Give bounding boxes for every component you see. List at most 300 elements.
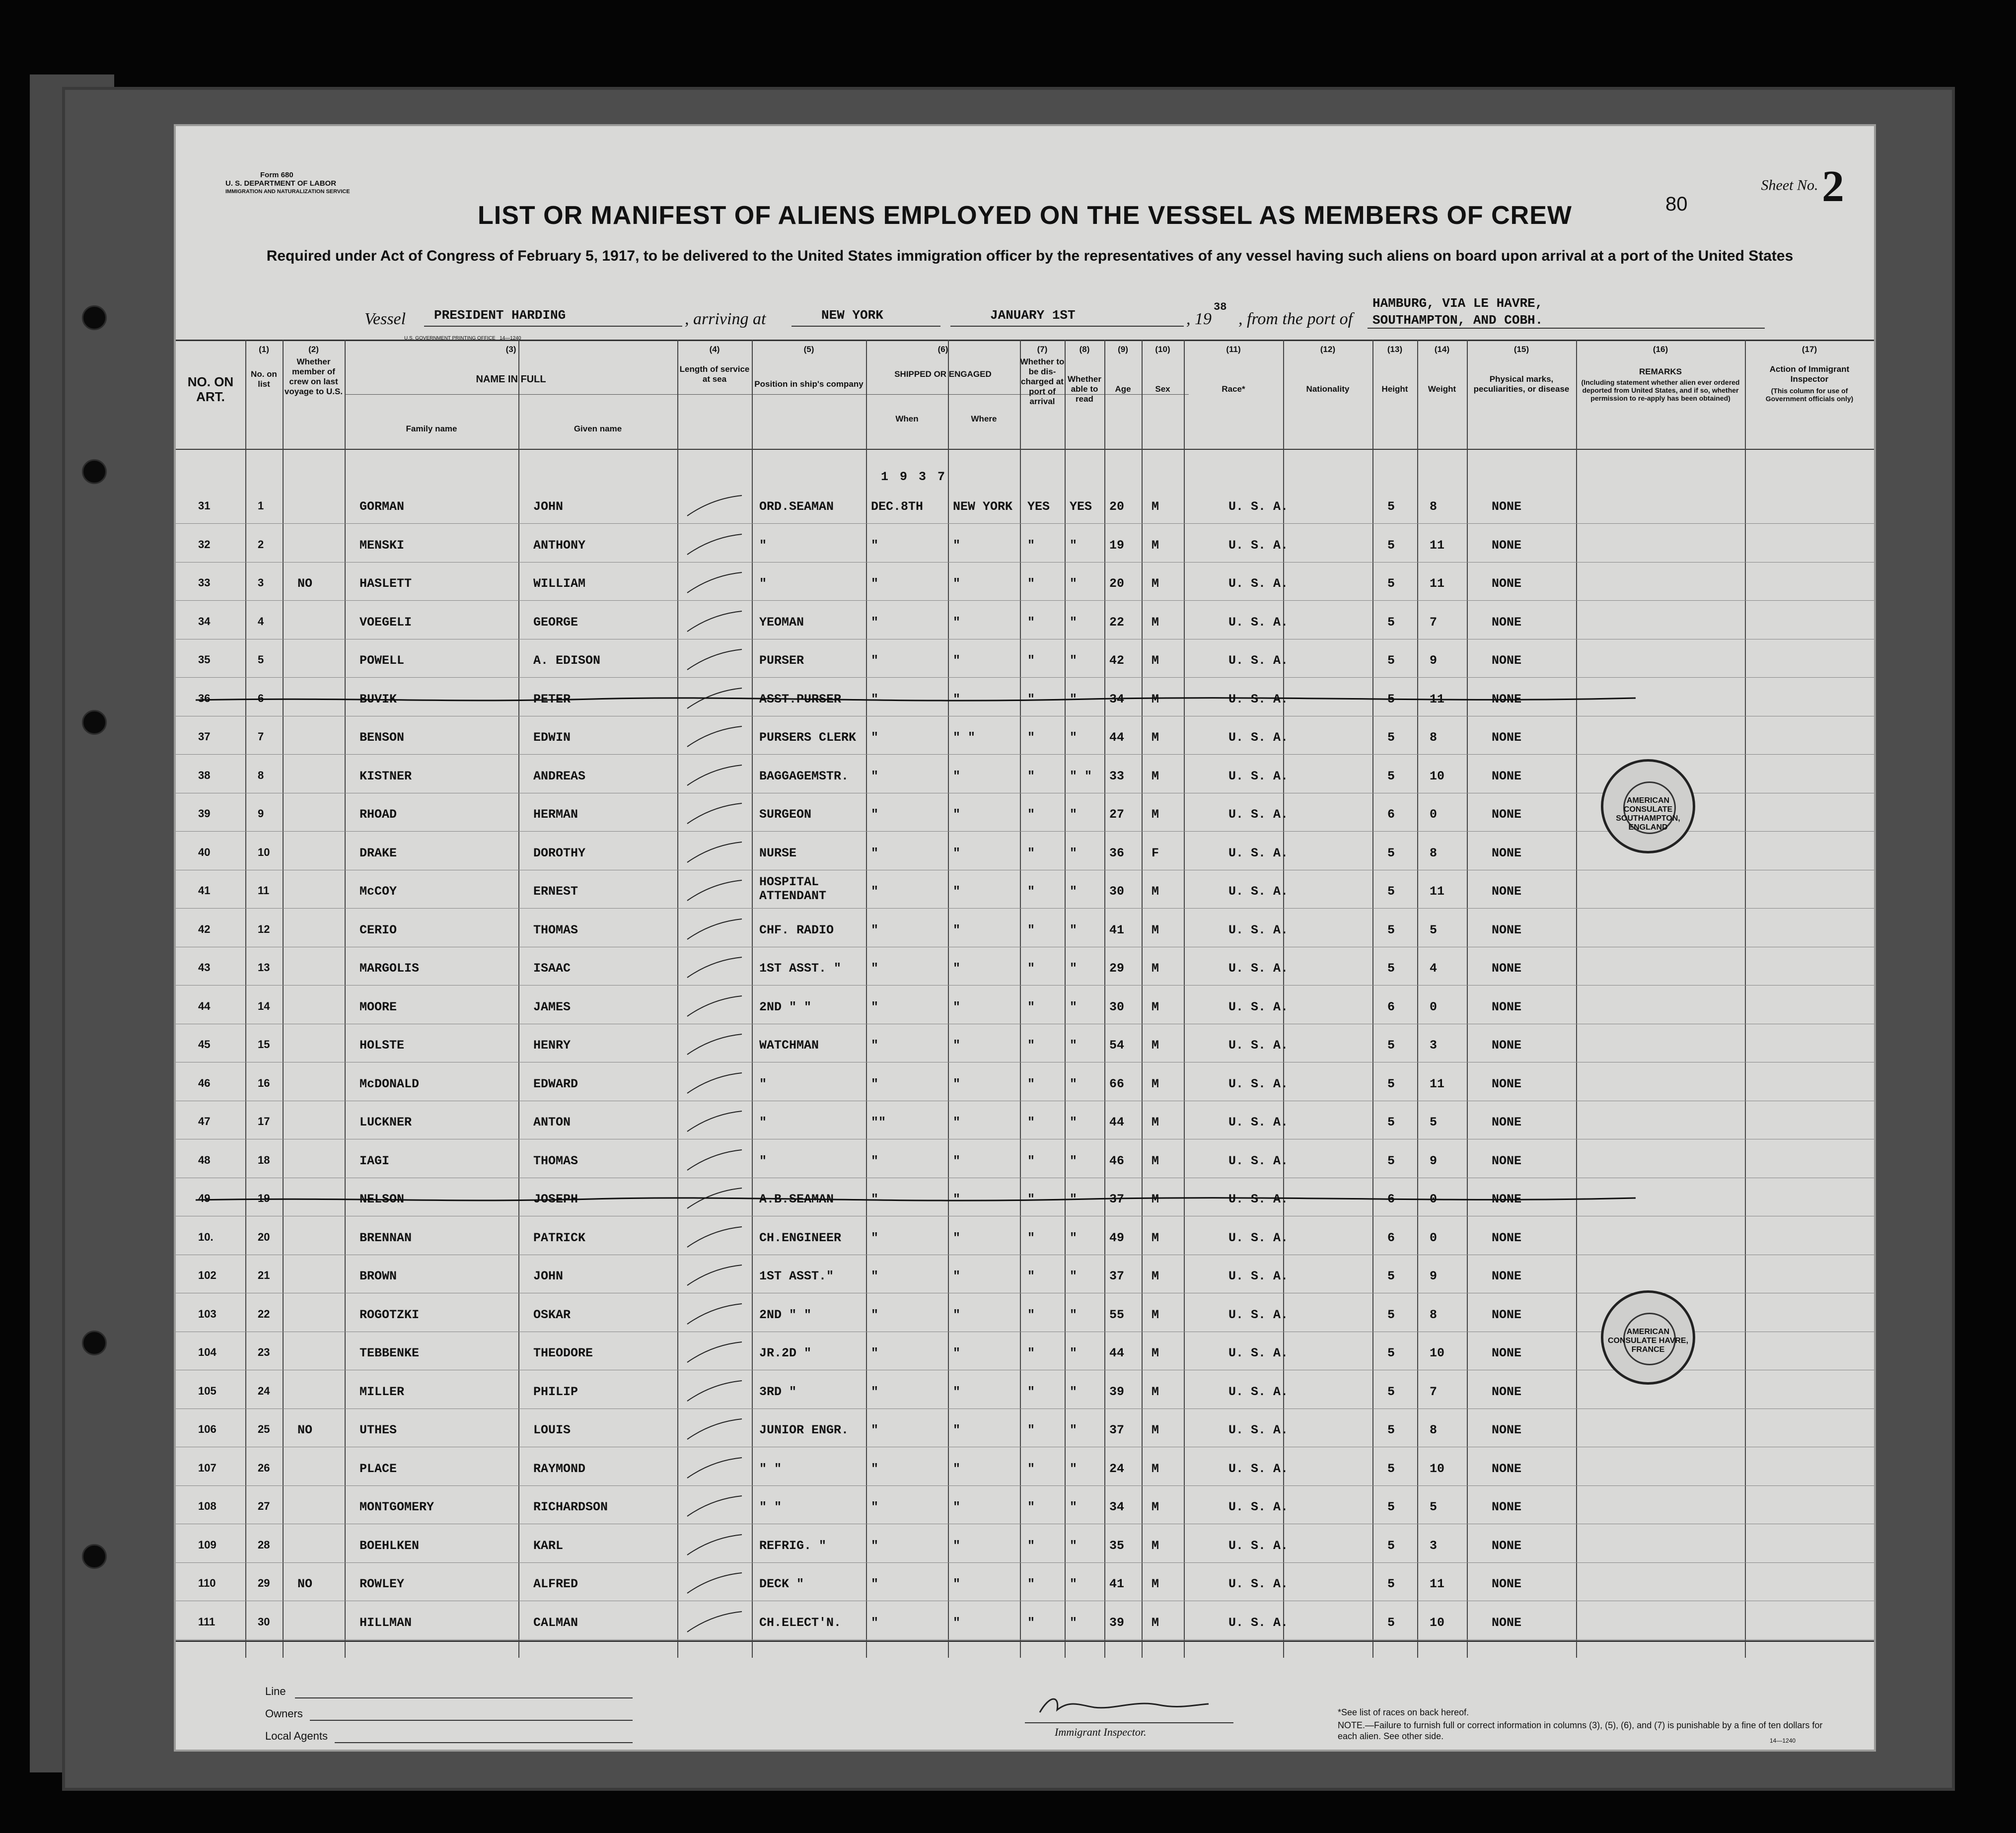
cell-dis: " <box>1027 1307 1035 1322</box>
cell-sex: M <box>1152 1500 1159 1514</box>
cell-ft: 5 <box>1387 846 1395 860</box>
cell-age: 19 <box>1109 538 1125 553</box>
header-when: When <box>895 414 919 423</box>
cell-nat: U. S. A. <box>1228 615 1289 630</box>
cell-nat: U. S. A. <box>1228 1346 1289 1360</box>
service-length-mark <box>685 801 744 826</box>
cell-family: BUVIK <box>360 692 397 706</box>
cell-marks: NONE <box>1492 1615 1522 1630</box>
service-length-mark <box>685 917 744 942</box>
service-length-mark <box>685 1302 744 1327</box>
cell-when: " <box>871 730 879 745</box>
cell-age: 66 <box>1109 1076 1125 1091</box>
cell-pos: A.B.SEAMAN <box>759 1192 834 1206</box>
year-prefix: , 19 <box>1186 310 1212 328</box>
cell-when: " <box>871 1384 879 1399</box>
cell-age: 20 <box>1109 499 1125 514</box>
cell-age: 24 <box>1109 1461 1125 1476</box>
cell-sex: M <box>1152 922 1159 937</box>
from-port-label: , from the port of <box>1238 310 1353 328</box>
header-col14: Weight <box>1428 384 1456 394</box>
cell-where: " <box>953 846 961 860</box>
cell-where: " <box>953 1461 961 1476</box>
cell-age: 34 <box>1109 692 1125 706</box>
service-length-mark <box>685 494 744 518</box>
cell-pos: JUNIOR ENGR. <box>759 1423 849 1437</box>
arrival-date: JANUARY 1ST <box>990 308 1076 323</box>
cell-last: NO <box>297 1577 313 1591</box>
cell-ft: 5 <box>1387 499 1395 514</box>
vessel-name: PRESIDENT HARDING <box>434 308 566 323</box>
cell-dis: " <box>1027 922 1035 937</box>
cell-given: EDWARD <box>533 1076 578 1091</box>
cell-in: 8 <box>1430 846 1438 860</box>
sheet-number: 2 <box>1822 162 1844 211</box>
cell-sex: M <box>1152 884 1159 899</box>
cell-nat: U. S. A. <box>1228 1384 1289 1399</box>
cell-family: HOLSTE <box>360 1038 405 1053</box>
cell-family: NELSON <box>360 1192 405 1206</box>
cell-nat: U. S. A. <box>1228 1115 1289 1129</box>
cell-given: DOROTHY <box>533 846 586 860</box>
cell-dis: " <box>1027 769 1035 783</box>
cell-family: TEBBENKE <box>360 1346 420 1360</box>
cell-in: 0 <box>1430 807 1438 822</box>
cell-ft: 6 <box>1387 1192 1395 1206</box>
cell-pos: ORD.SEAMAN <box>759 499 834 514</box>
cell-given: HERMAN <box>533 807 578 822</box>
cell-in: 3 <box>1430 1538 1438 1553</box>
cell-family: MOORE <box>360 999 397 1014</box>
cell-age: 41 <box>1109 922 1125 937</box>
cell-age: 42 <box>1109 653 1125 668</box>
cell-pos: " " <box>759 1461 782 1476</box>
cell-age: 41 <box>1109 1577 1125 1591</box>
cell-art: 107 <box>198 1461 216 1474</box>
cell-ft: 6 <box>1387 1230 1395 1245</box>
cell-sex: M <box>1152 999 1159 1014</box>
cell-art: 102 <box>198 1269 216 1281</box>
cell-where: " <box>953 922 961 937</box>
cell-sex: M <box>1152 615 1159 630</box>
cell-art: 48 <box>198 1153 211 1166</box>
fine-note: NOTE.—Failure to furnish full or correct information in columns (3), (5), (6), and (7) is punishable by a fine of ten dollars for each alien. See other side. <box>1338 1720 1823 1741</box>
cell-nat: U. S. A. <box>1228 922 1289 937</box>
binder-hole <box>82 1331 107 1355</box>
cell-when: " <box>871 1038 879 1053</box>
cell-in: 9 <box>1430 1153 1438 1168</box>
cell-in: 0 <box>1430 999 1438 1014</box>
cell-marks: NONE <box>1492 1076 1522 1091</box>
cell-read: " <box>1070 576 1078 591</box>
page-title: LIST OR MANIFEST OF ALIENS EMPLOYED ON THE VESSEL AS MEMBERS OF CREW <box>478 201 1572 230</box>
cell-family: POWELL <box>360 653 405 668</box>
cell-family: BENSON <box>360 730 405 745</box>
cell-nat: U. S. A. <box>1228 846 1289 860</box>
header-col5-number: (5) <box>803 345 814 354</box>
cell-where: " <box>953 653 961 668</box>
cell-no: 13 <box>258 961 270 974</box>
cell-where: " <box>953 884 961 899</box>
cell-no: 5 <box>258 653 264 666</box>
cell-given: EDWIN <box>533 730 571 745</box>
strike-through-line <box>196 690 1636 710</box>
cell-art: 103 <box>198 1307 216 1320</box>
cell-no: 1 <box>258 499 264 512</box>
service-length-mark <box>685 1610 744 1634</box>
page-subtitle: Required under Act of Congress of February 5, 1917, to be delivered to the United States immigration officer by the representatives of any vessel having such aliens on board upon arrival at a port of the United States <box>266 248 1794 264</box>
arrival-port: NEW YORK <box>821 308 883 323</box>
cell-nat: U. S. A. <box>1228 730 1289 745</box>
cell-age: 37 <box>1109 1423 1125 1437</box>
cell-where: " <box>953 999 961 1014</box>
cell-read: " <box>1070 653 1078 668</box>
cell-marks: NONE <box>1492 576 1522 591</box>
cell-given: KARL <box>533 1538 564 1553</box>
cell-given: JOSEPH <box>533 1192 578 1206</box>
stamp-text: AMERICAN CONSULATE SOUTHAMPTON, ENGLAND <box>1616 796 1680 832</box>
cell-marks: NONE <box>1492 1384 1522 1399</box>
header-col1-number: (1) <box>259 345 269 354</box>
header-col15-number: (15) <box>1513 345 1529 354</box>
cell-dis: " <box>1027 1500 1035 1514</box>
cell-read: " <box>1070 1461 1078 1476</box>
cell-sex: M <box>1152 807 1159 822</box>
cell-art: 106 <box>198 1423 216 1435</box>
cell-in: 11 <box>1430 692 1445 706</box>
cell-marks: NONE <box>1492 807 1522 822</box>
cell-art: 10. <box>198 1230 214 1243</box>
cell-age: 44 <box>1109 1346 1125 1360</box>
cell-nat: U. S. A. <box>1228 1076 1289 1091</box>
cell-art: 45 <box>198 1038 211 1051</box>
cell-given: ISAAC <box>533 961 571 976</box>
cell-pos: 2ND " " <box>759 1307 812 1322</box>
cell-marks: NONE <box>1492 884 1522 899</box>
cell-sex: F <box>1152 846 1159 860</box>
cell-no: 26 <box>258 1461 270 1474</box>
cell-age: 46 <box>1109 1153 1125 1168</box>
cell-sex: M <box>1152 1384 1159 1399</box>
cell-in: 8 <box>1430 1307 1438 1322</box>
cell-given: ERNEST <box>533 884 578 899</box>
cell-given: THEODORE <box>533 1346 593 1360</box>
cell-nat: U. S. A. <box>1228 999 1289 1014</box>
cell-no: 8 <box>258 769 264 781</box>
header-col12: Nationality <box>1306 384 1350 394</box>
header-col17: Action of Immigrant Inspector <box>1769 364 1850 384</box>
cell-sex: M <box>1152 1038 1159 1053</box>
cell-given: HENRY <box>533 1038 571 1053</box>
cell-dis: " <box>1027 653 1035 668</box>
cell-in: 5 <box>1430 1500 1438 1514</box>
cell-where: " <box>953 1038 961 1053</box>
service-length-mark <box>685 1340 744 1365</box>
cell-read: YES <box>1070 499 1092 514</box>
cell-no: 12 <box>258 922 270 935</box>
cell-where: " <box>953 769 961 783</box>
cell-marks: NONE <box>1492 615 1522 630</box>
cell-nat: U. S. A. <box>1228 961 1289 976</box>
cell-no: 21 <box>258 1269 270 1281</box>
sheet-label: Sheet No. <box>1761 177 1818 194</box>
cell-read: " <box>1070 1384 1078 1399</box>
cell-given: CALMAN <box>533 1615 578 1630</box>
header-col3-number: (3) <box>505 345 516 354</box>
cell-sex: M <box>1152 576 1159 591</box>
header-col7: Whether to be dis-charged at port of arrival <box>1020 357 1065 406</box>
row-rule <box>176 600 1874 601</box>
cell-sex: M <box>1152 961 1159 976</box>
row-rule <box>176 1485 1874 1486</box>
cell-marks: NONE <box>1492 1192 1522 1206</box>
cell-marks: NONE <box>1492 1153 1522 1168</box>
cell-sex: M <box>1152 692 1159 706</box>
service-length-mark <box>685 1071 744 1096</box>
cell-age: 55 <box>1109 1307 1125 1322</box>
cell-art: 33 <box>198 576 211 589</box>
cell-marks: NONE <box>1492 769 1522 783</box>
cell-nat: U. S. A. <box>1228 1192 1289 1206</box>
row-rule <box>176 562 1874 563</box>
cell-marks: NONE <box>1492 499 1522 514</box>
service: IMMIGRATION AND NATURALIZATION SERVICE <box>225 189 350 195</box>
cell-when: " <box>871 846 879 860</box>
cell-where: " <box>953 1346 961 1360</box>
printer-note: U.S. GOVERNMENT PRINTING OFFICE 14—1240 <box>404 336 521 341</box>
header-col4: Length of service at sea <box>679 364 750 384</box>
cell-sex: M <box>1152 653 1159 668</box>
cell-pos: " <box>759 1076 767 1091</box>
footer-agents-label: Local Agents <box>265 1730 328 1742</box>
header-art-number: NO. ON ART. <box>187 374 234 404</box>
cell-nat: U. S. A. <box>1228 653 1289 668</box>
header-col16: REMARKS <box>1639 367 1682 376</box>
cell-no: 19 <box>258 1192 270 1204</box>
cell-family: LUCKNER <box>360 1115 412 1129</box>
cell-given: LOUIS <box>533 1423 571 1437</box>
cell-dis: " <box>1027 1269 1035 1283</box>
cell-dis: " <box>1027 1615 1035 1630</box>
cell-when: " <box>871 1192 879 1206</box>
cell-given: PHILIP <box>533 1384 578 1399</box>
cell-age: 22 <box>1109 615 1125 630</box>
cell-art: 42 <box>198 922 211 935</box>
cell-ft: 5 <box>1387 1538 1395 1553</box>
cell-ft: 6 <box>1387 999 1395 1014</box>
cell-no: 11 <box>258 884 270 897</box>
cell-no: 3 <box>258 576 264 589</box>
cell-read: " <box>1070 1230 1078 1245</box>
cell-sex: M <box>1152 1615 1159 1630</box>
cell-given: ANTON <box>533 1115 571 1129</box>
cell-no: 29 <box>258 1577 270 1589</box>
row-rule <box>176 1562 1874 1563</box>
cell-read: " <box>1070 730 1078 745</box>
header-col13-number: (13) <box>1387 345 1403 354</box>
cell-last: NO <box>297 1423 313 1437</box>
row-rule <box>176 908 1874 909</box>
cell-no: 14 <box>258 999 270 1012</box>
service-length-mark <box>685 1032 744 1057</box>
service-length-mark <box>685 1109 744 1134</box>
cell-sex: M <box>1152 1230 1159 1245</box>
cell-sex: M <box>1152 1461 1159 1476</box>
cell-where: " <box>953 1500 961 1514</box>
cell-family: McCOY <box>360 884 397 899</box>
cell-sex: M <box>1152 1269 1159 1283</box>
cell-age: 29 <box>1109 961 1125 976</box>
cell-age: 36 <box>1109 846 1125 860</box>
cell-no: 24 <box>258 1384 270 1397</box>
cell-when: " <box>871 769 879 783</box>
cell-sex: M <box>1152 1115 1159 1129</box>
cell-no: 28 <box>258 1538 270 1551</box>
cell-where: " <box>953 961 961 976</box>
cell-marks: NONE <box>1492 1423 1522 1437</box>
cell-sex: M <box>1152 538 1159 553</box>
header-col5: Position in ship's company <box>754 379 864 389</box>
cell-read: " <box>1070 961 1078 976</box>
cell-pos: SURGEON <box>759 807 812 822</box>
cell-nat: U. S. A. <box>1228 538 1289 553</box>
cell-where: " <box>953 1230 961 1245</box>
cell-art: 104 <box>198 1346 216 1358</box>
cell-when: " <box>871 1423 879 1437</box>
cell-pos: PURSERS CLERK <box>759 730 857 745</box>
cell-sex: M <box>1152 769 1159 783</box>
service-length-mark <box>685 840 744 865</box>
cell-sex: M <box>1152 1423 1159 1437</box>
cell-where: " <box>953 1076 961 1091</box>
cell-pos: REFRIG. " <box>759 1538 827 1553</box>
cell-age: 54 <box>1109 1038 1125 1053</box>
cell-where: " <box>953 1192 961 1206</box>
cell-art: 109 <box>198 1538 216 1551</box>
cell-marks: NONE <box>1492 846 1522 860</box>
from-port-line2: SOUTHAMPTON, AND COBH. <box>1372 313 1543 328</box>
cell-given: JAMES <box>533 999 571 1014</box>
cell-in: 7 <box>1430 1384 1438 1399</box>
cell-given: THOMAS <box>533 1153 578 1168</box>
cell-in: 7 <box>1430 615 1438 630</box>
cell-art: 44 <box>198 999 211 1012</box>
cell-where: " <box>953 692 961 706</box>
cell-marks: NONE <box>1492 922 1522 937</box>
service-length-mark <box>685 763 744 788</box>
header-col16-note: (Including statement whether alien ever ordered deported from United States, and if so, whether permission to re-apply has been obtained) <box>1581 378 1740 402</box>
footer-owners-label: Owners <box>265 1707 303 1720</box>
cell-sex: M <box>1152 499 1159 514</box>
cell-where: NEW YORK <box>953 499 1013 514</box>
cell-marks: NONE <box>1492 961 1522 976</box>
cell-art: 111 <box>198 1615 216 1628</box>
cell-pos: NURSE <box>759 846 797 860</box>
cell-when: " <box>871 884 879 899</box>
binder-hole <box>82 1544 107 1569</box>
cell-dis: " <box>1027 1423 1035 1437</box>
crew-table <box>176 340 1874 1658</box>
cell-read: " <box>1070 1615 1078 1630</box>
consulate-stamp <box>1601 759 1695 853</box>
inspector-signature <box>1030 1690 1219 1725</box>
cell-in: 11 <box>1430 884 1445 899</box>
cell-where: " <box>953 1269 961 1283</box>
cell-read: " <box>1070 846 1078 860</box>
form-identifier <box>225 171 350 196</box>
row-rule <box>176 677 1874 678</box>
cell-in: 8 <box>1430 499 1438 514</box>
cell-nat: U. S. A. <box>1228 1038 1289 1053</box>
cell-age: 30 <box>1109 884 1125 899</box>
cell-given: ANTHONY <box>533 538 586 553</box>
header-col7-number: (7) <box>1037 345 1048 354</box>
vessel-label: Vessel <box>364 310 406 328</box>
stamp-text: AMERICAN CONSULATE HAVRE, FRANCE <box>1607 1328 1689 1354</box>
cell-age: 35 <box>1109 1538 1125 1553</box>
cell-when: " <box>871 576 879 591</box>
arrival-year: 38 <box>1214 301 1227 313</box>
cell-where: " <box>953 1153 961 1168</box>
cell-sex: M <box>1152 1192 1159 1206</box>
header-col6: SHIPPED OR ENGAGED <box>894 369 992 379</box>
cell-read: " <box>1070 1577 1078 1591</box>
cell-in: 10 <box>1430 1346 1445 1360</box>
service-length-mark <box>685 1148 744 1173</box>
cell-where: " <box>953 807 961 822</box>
cell-family: DRAKE <box>360 846 397 860</box>
cell-given: RICHARDSON <box>533 1500 608 1514</box>
service-length-mark <box>685 1225 744 1250</box>
row-rule <box>176 523 1874 524</box>
cell-marks: NONE <box>1492 538 1522 553</box>
cell-when: " <box>871 999 879 1014</box>
manifest-sheet <box>174 124 1876 1752</box>
department: U. S. DEPARTMENT OF LABOR <box>225 179 337 188</box>
cell-nat: U. S. A. <box>1228 769 1289 783</box>
cell-dis: " <box>1027 961 1035 976</box>
cell-age: 39 <box>1109 1384 1125 1399</box>
cell-art: 105 <box>198 1384 216 1397</box>
cell-read: " <box>1070 922 1078 937</box>
cell-in: 11 <box>1430 538 1445 553</box>
header-col17-note: (This column for use of Government officials only) <box>1765 387 1854 403</box>
cell-in: 4 <box>1430 961 1438 976</box>
cell-when: " <box>871 1230 879 1245</box>
header-col13: Height <box>1381 384 1408 394</box>
cell-ft: 5 <box>1387 1115 1395 1129</box>
header-col16-number: (16) <box>1653 345 1668 354</box>
footer-code: 14—1240 <box>1770 1737 1796 1744</box>
cell-nat: U. S. A. <box>1228 1538 1289 1553</box>
cell-when: " <box>871 1307 879 1322</box>
header-where: Where <box>971 414 997 423</box>
cell-in: 3 <box>1430 1038 1438 1053</box>
cell-family: UTHES <box>360 1423 397 1437</box>
header-col15: Physical marks, peculiarities, or disease <box>1473 374 1570 394</box>
cell-in: 11 <box>1430 1076 1445 1091</box>
cell-ft: 6 <box>1387 807 1395 822</box>
cell-pos: PURSER <box>759 653 804 668</box>
cell-marks: NONE <box>1492 1500 1522 1514</box>
cell-given: PATRICK <box>533 1230 586 1245</box>
cell-dis: " <box>1027 538 1035 553</box>
cell-given: GEORGE <box>533 615 578 630</box>
cell-family: BROWN <box>360 1269 397 1283</box>
cell-nat: U. S. A. <box>1228 1461 1289 1476</box>
cell-pos: 3RD " <box>759 1384 797 1399</box>
row-rule <box>176 985 1874 986</box>
